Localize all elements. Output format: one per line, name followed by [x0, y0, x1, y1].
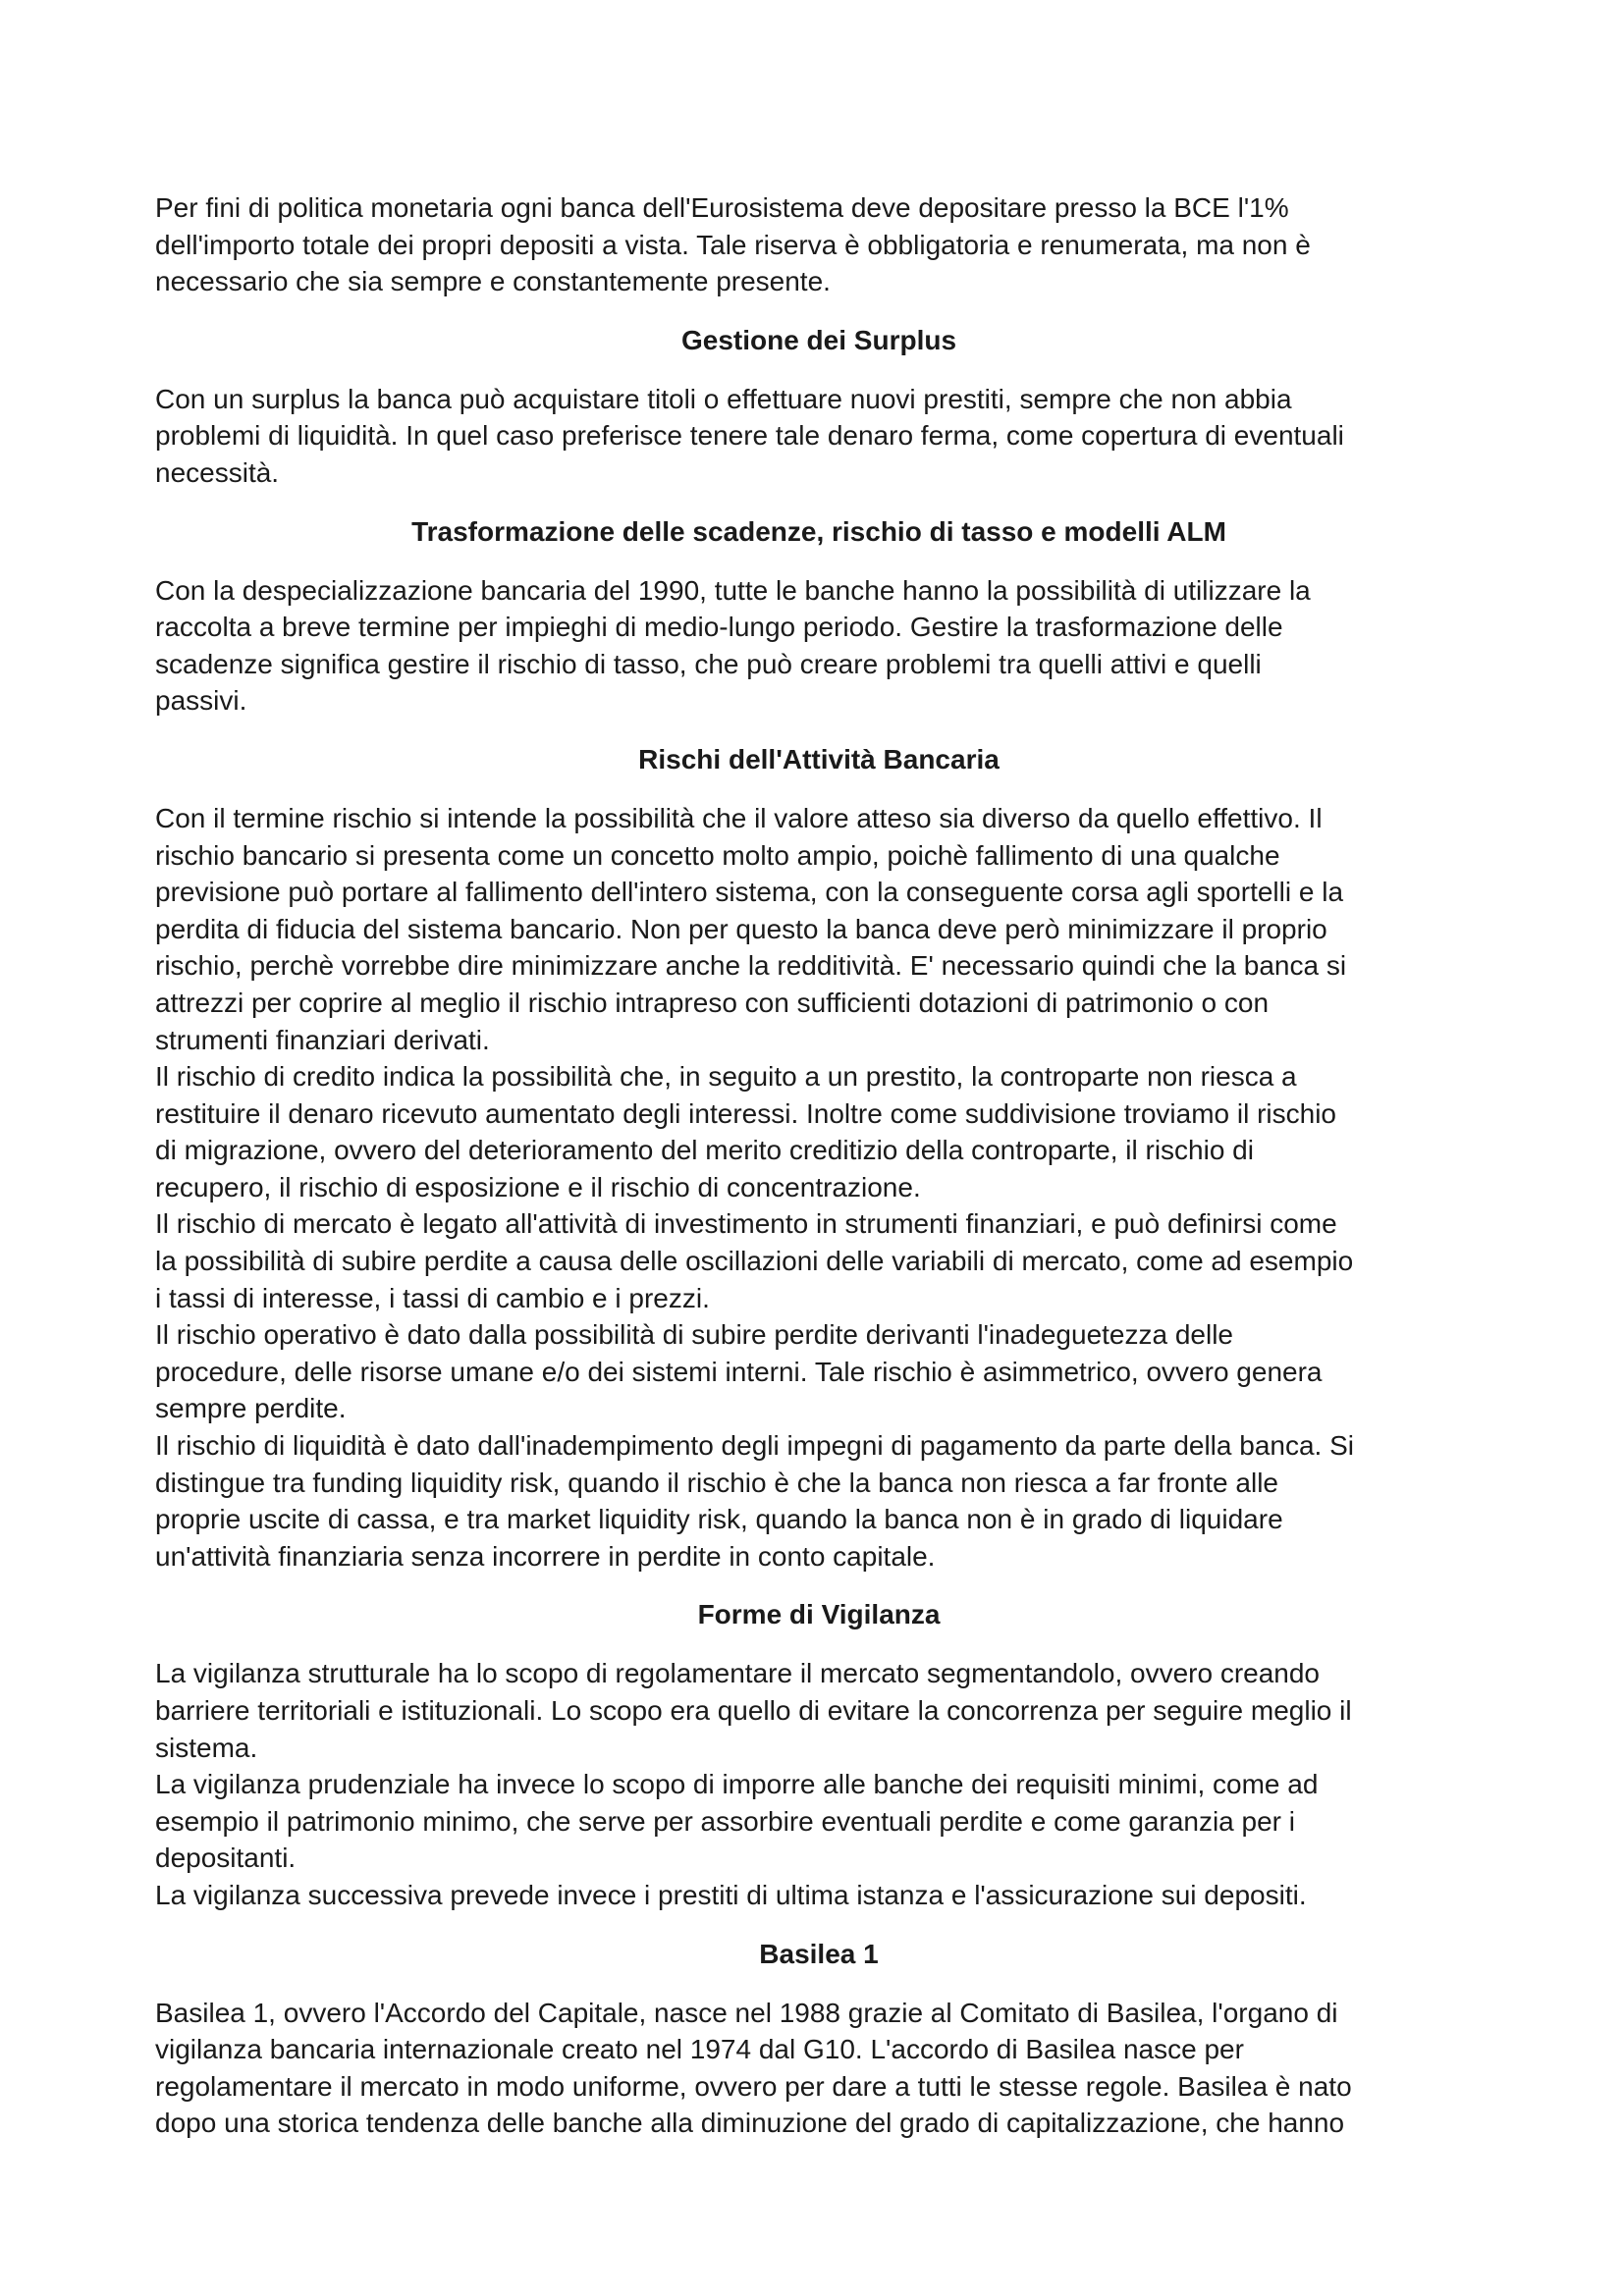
text-line: Il rischio di mercato è legato all'attività di investimento in strumenti finanziari, e può definirsi come	[155, 1208, 1337, 1240]
text-line: strumenti finanziari derivati.	[155, 1024, 490, 1055]
text-line: La vigilanza strutturale ha lo scopo di regolamentare il mercato segmentandolo, ovvero creando	[155, 1658, 1321, 1689]
text-line: raccolta a breve termine per impieghi di medio-lungo periodo. Gestire la trasformazione delle	[155, 612, 1283, 643]
text-line: rischio, perchè vorrebbe dire minimizzare anche la redditività. E' necessario quindi che la banca si	[155, 950, 1347, 982]
text-line: regolamentare il mercato in modo uniforme, ovvero per dare a tutti le stesse regole. Basilea è nato	[155, 2070, 1352, 2102]
section-heading: Rischi dell'Attività Bancaria	[638, 743, 1000, 774]
text-line: passivi.	[155, 685, 247, 717]
section-heading: Forme di Vigilanza	[697, 1599, 941, 1630]
paragraph	[155, 1655, 1483, 1913]
text-line: dopo una storica tendenza delle banche alla diminuzione del grado di capitalizzazione, che hanno	[155, 2108, 1345, 2139]
text-line: Il rischio operativo è dato dalla possibilità di subire perdite derivanti l'inadeguetezza delle	[155, 1319, 1234, 1351]
text-line: rischio bancario si presenta come un concetto molto ampio, poichè fallimento di una qualche	[155, 839, 1280, 871]
text-line: attrezzi per coprire al meglio il rischio intrapreso con sufficienti dotazioni di patrimonio o con	[155, 987, 1270, 1018]
text-line: restituire il denaro ricevuto aumentato degli interessi. Inoltre come suddivisione troviamo il rischio	[155, 1097, 1337, 1129]
text-line: perdita di fiducia del sistema bancario. Non per questo la banca deve però minimizzare il proprio	[155, 913, 1327, 944]
text-line: Il rischio di credito indica la possibilità che, in seguito a un prestito, la controparte non riesca a	[155, 1061, 1297, 1093]
text-line: la possibilità di subire perdite a causa delle oscillazioni delle variabili di mercato, come ad esempio	[155, 1246, 1354, 1277]
text-line: distingue tra funding liquidity risk, quando il rischio è che la banca non riesca a far fronte alle	[155, 1467, 1278, 1498]
section-heading: Trasformazione delle scadenze, rischio di tasso e modelli ALM	[411, 515, 1226, 547]
text-line: necessario che sia sempre e constantemente presente.	[155, 266, 831, 297]
text-line: problemi di liquidità. In quel caso preferisce tenere tale denaro ferma, come copertura di eventuali	[155, 420, 1344, 452]
text-line: proprie uscite di cassa, e tra market liquidity risk, quando la banca non è in grado di liquidare	[155, 1504, 1283, 1535]
paragraph	[155, 189, 1483, 300]
text-line: depositanti.	[155, 1842, 297, 1874]
text-line: i tassi di interesse, i tassi di cambio e i prezzi.	[155, 1282, 710, 1313]
text-line: scadenze significa gestire il rischio di tasso, che può creare problemi tra quelli attivi e quelli	[155, 648, 1262, 679]
text-line: vigilanza bancaria internazionale creato nel 1974 dal G10. L'accordo di Basilea nasce per	[155, 2034, 1244, 2065]
document-body	[155, 189, 1483, 2142]
paragraph	[155, 800, 1483, 1575]
text-line: Con il termine rischio si intende la possibilità che il valore atteso sia diverso da quello effettivo. Il	[155, 802, 1323, 833]
text-line: Con un surplus la banca può acquistare titoli o effettuare nuovi prestiti, sempre che non abbia	[155, 383, 1292, 414]
text-line: La vigilanza successiva prevede invece i prestiti di ultima istanza e l'assicurazione sui depositi.	[155, 1879, 1307, 1910]
text-line: dell'importo totale dei propri depositi a vista. Tale riserva è obbligatoria e renumerata, ma non è	[155, 229, 1311, 260]
section-heading: Basilea 1	[759, 1938, 879, 1969]
text-line: sempre perdite.	[155, 1393, 347, 1424]
text-line: La vigilanza prudenziale ha invece lo scopo di imporre alle banche dei requisiti minimi, come ad	[155, 1769, 1319, 1800]
paragraph	[155, 1995, 1483, 2142]
text-line: esempio il patrimonio minimo, che serve per assorbire eventuali perdite e come garanzia per i	[155, 1805, 1296, 1837]
text-line: Per fini di politica monetaria ogni banca dell'Eurosistema deve depositare presso la BCE l'1%	[155, 192, 1289, 223]
section-heading: Gestione dei Surplus	[680, 324, 957, 355]
text-line: recupero, il rischio di esposizione e il rischio di concentrazione.	[155, 1171, 921, 1202]
text-line: Il rischio di liquidità è dato dall'inadempimento degli impegni di pagamento da parte della banca. Si	[155, 1430, 1354, 1462]
text-line: necessità.	[155, 456, 280, 488]
paragraph	[155, 381, 1483, 492]
text-line: sistema.	[155, 1732, 258, 1763]
text-line: Basilea 1, ovvero l'Accordo del Capitale, nasce nel 1988 grazie al Comitato di Basilea, l'organo di	[155, 1997, 1338, 2028]
text-line: barriere territoriali e istituzionali. Lo scopo era quello di evitare la concorrenza per seguire meglio il	[155, 1695, 1352, 1726]
text-line: un'attività finanziaria senza incorrere in perdite in conto capitale.	[155, 1540, 936, 1572]
paragraph	[155, 572, 1483, 720]
text-line: di migrazione, ovvero del deterioramento del merito creditizio della controparte, il rischio di	[155, 1135, 1254, 1166]
text-line: Con la despecializzazione bancaria del 1990, tutte le banche hanno la possibilità di utilizzare la	[155, 574, 1311, 606]
text-line: procedure, delle risorse umane e/o dei sistemi interni. Tale rischio è asimmetrico, ovvero genera	[155, 1356, 1323, 1387]
text-line: previsione può portare al fallimento dell'intero sistema, con la conseguente corsa agli sportelli e la	[155, 877, 1344, 908]
